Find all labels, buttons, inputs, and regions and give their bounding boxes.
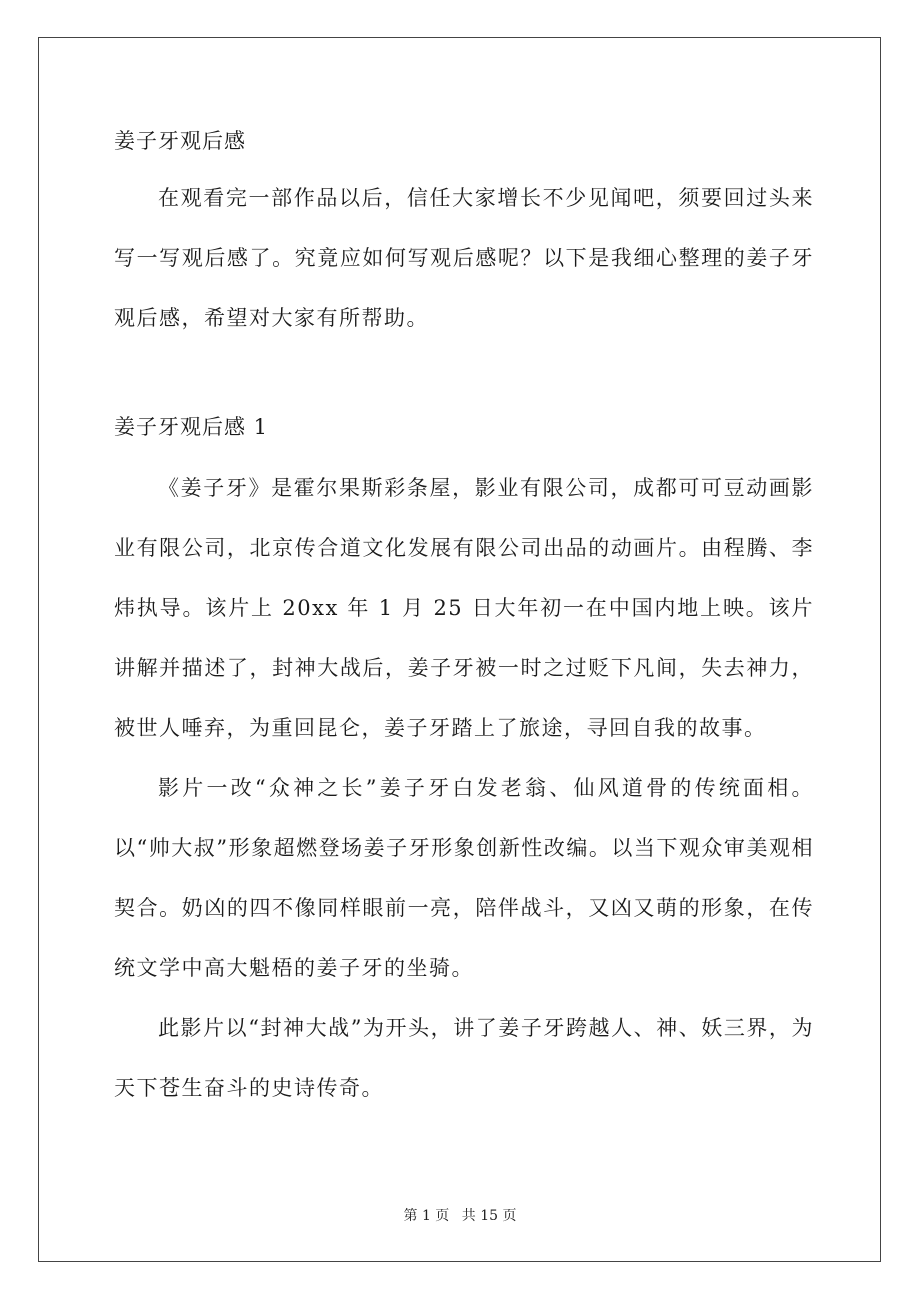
section-paragraph-3: 此影片以“封神大战”为开头，讲了姜子牙跨越人、神、妖三界，为天下苍生奋斗的史诗传奇。 <box>114 1016 814 1100</box>
section-heading: 姜子牙观后感 1 <box>114 415 269 439</box>
document-title: 姜子牙观后感 <box>114 129 246 153</box>
intro-paragraph: 在观看完一部作品以后，信任大家增长不少见闻吧，须要回过头来写一写观后感了。究竟应如何写观后感呢？以下是我细心整理的姜子牙观后感，希望对大家有所帮助。 <box>114 186 814 330</box>
section-paragraph-1: 《姜子牙》是霍尔果斯彩条屋，影业有限公司，成都可可豆动画影业有限公司，北京传合道文化发展有限公司出品的动画片。由程腾、李炜执导。该片上 20xx 年 1 月 25 日大年初一在中国内地上映。该片讲解并描述了，封神大战后，姜子牙被一时之过贬下凡间，失去神力，被世人唾弃，为重回昆仑，姜子牙踏上了旅途，寻回自我的故事。 <box>114 476 814 740</box>
document-body <box>114 118 814 1118</box>
page-total: 共 15 页 <box>461 1208 517 1224</box>
section-paragraph-2: 影片一改“众神之长”姜子牙白发老翁、仙风道骨的传统面相。以“帅大叔”形象超燃登场姜子牙形象创新性改编。以当下观众审美观相契合。奶凶的四不像同样眼前一亮，陪伴战斗，又凶又萌的形象，在传统文学中高大魁梧的姜子牙的坐骑。 <box>114 776 814 980</box>
page-footer <box>0 1205 920 1225</box>
page-number: 第 1 页 <box>403 1208 450 1224</box>
